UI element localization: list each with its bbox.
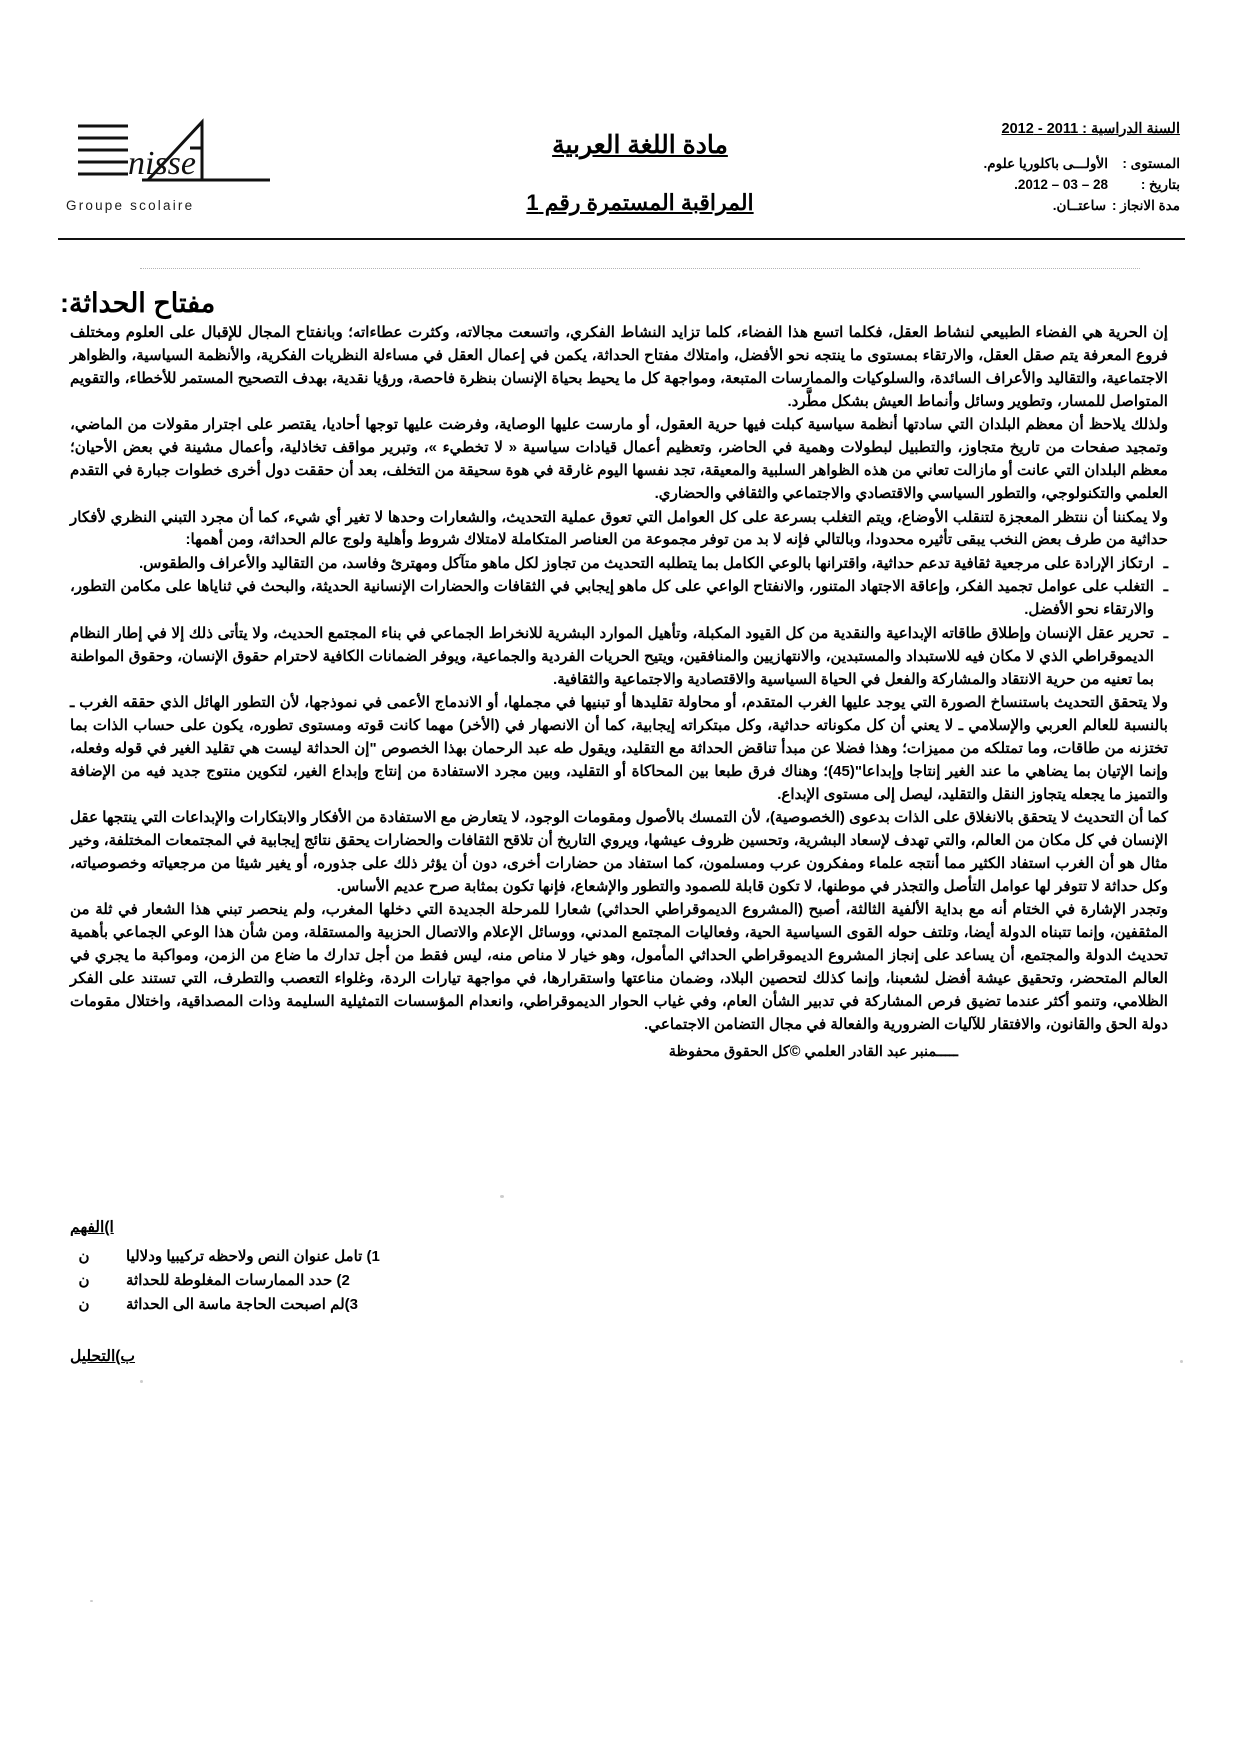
list-item — [70, 1295, 1168, 1313]
question-mark: ن — [78, 1248, 90, 1265]
paragraph: كما أن التحديث لا يتحقق بالانغلاق على الذات بدعوى (الخصوصية)، لأن التمسك بالأصول ومقومات الوجود، لا يتعارض مع الاستفادة من الأفكار والابتكارات والإبداعات التي ينتجها عقل الإنسان في كل مكان من العالم، والتي تهدف لإسعاد البشرية، وتحسين ظروف عيشها، ويروي التاريخ أن تلاقح الثقافات والحضارات يحقق نتائج إيجابية في المجتمعات المختلفة، وخير مثال هو أن الغرب استفاد الكثير مما أنتجه علماء ومفكرون عرب ومسلمون، كما استفاد من حضارات أخرى، دون أن يؤثر ذلك على جذوره، أو يغير شيئا من مرجعياته وخصوصياته، وكل حداثة لا تتوفر لها عوامل التأصل والتجذر في موطنها، لا تكون قابلة للصمود والتطور والإشعاع، فإنها تكون بمثابة صرح عديم الأساس. — [70, 809, 1168, 895]
section-a-heading: ا)الفهم — [70, 1219, 114, 1236]
list-item — [70, 1247, 1168, 1265]
question-text: 2) حدد الممارسات المغلوطة للحداثة — [126, 1272, 350, 1289]
level-label: المستوى : — [1122, 156, 1180, 172]
paragraph: ولذلك يلاحظ أن معظم البلدان التي سادتها أنظمة سياسية كبلت فيها حرية العقول، أو مارست عليها الوصاية، وفرضت عليها توجها أحاديا، يقتصر على اجترار مقولات من الماضي، وتمجيد صفحات من تاريخ متجاوز، والتطبيل لبطولات وهمية في الحاضر، وتعظيم أعمال قيادات سياسية « لا تخطيء »، وتبرير مواقف تخاذلية، وأعمال مشينة في بعض الأحيان؛ معظم البلدان التي عانت أو مازالت تعاني من هذه الظواهر السلبية والمعيقة، تجد نفسها اليوم غارقة في هوة سحيقة من التخلف، بعد أن حققت دول أخرى خطوات جبارة في التقدم العلمي والتكنولوجي، والتطور السياسي والاقتصادي والاجتماعي والثقافي والحضاري. — [70, 416, 1168, 503]
header-divider — [58, 238, 1185, 240]
scan-speck — [140, 1380, 143, 1383]
scan-speck — [90, 1600, 93, 1602]
date-value: 28 – 03 – 2012. — [1014, 177, 1108, 193]
exam-title: المراقبة المستمرة رقم 1 — [526, 190, 754, 215]
scan-speck — [1180, 1360, 1183, 1363]
page-header — [60, 118, 1180, 238]
paragraph: ولا يمكننا أن ننتظر المعجزة لتنقلب الأوضاع، ويتم التغلب بسرعة على كل العوامل التي تعوق عملية التحديث، والشعارات وحدها لا تغير أي شيء، كما أن مجرد التبني النظري لأفكار حداثية من طرف بعض النخب يبقى تأثيره محدودا، وبالتالي فإنه لا بد من توفر مجموعة من العناصر المتكاملة لامتلاك شروط وأهلية ولوج عالم الحداثة، ومن أهمها: — [70, 508, 1168, 549]
source-credit: ـــــمنبر عبد القادر العلمي ©كل الحقوق محفوظة — [668, 1044, 958, 1061]
bullet-item: ـ تحرير عقل الإنسان وإطلاق طاقاته الإبداعية والنقدية من كل القيود المكبلة، وتأهيل الموارد البشرية للانخراط الجماعي في بناء المجتمع الحديث، ولا يتأتى ذلك إلا في إطار النظام الديموقراطي الذي لا مكان فيه للاستبداد والمستبدين، والانتهازيين والمنافقين، ويتيح الحريات الفردية والجماعية، ويوفر الضمانات الكافية لاحترام حقوق الإنسان، وحقوق المواطنة بما تعنيه من حرية الانتقاد والمشاركة والفعل في الحياة السياسية والاقتصادية والاجتماعية والثقافية. — [70, 623, 1168, 692]
paragraph: ولا يتحقق التحديث باستنساخ الصورة التي يوجد عليها الغرب المتقدم، أو محاولة تقليدها أو تبنيها في مجملها، أو الاندماج الأعمى في نموذجها، لأن التطور الهائل الذي حققه الغرب ـ بالنسبة للعالم العربي والإسلامي ـ لا يعني أن كل مكوناته حداثية، وكل مبتكراته إيجابية، كما أن الانصهار في (الأخر) مهما كانت قوته ومستوى تطوره، يكون على حساب الذات بما تختزنه من طاقات، وما تمتلكه من مميزات؛ وهذا فضلا عن مبدأ تناقض الحداثة مع التقليد، ويقول طه عبد الرحمان بهذا الخصوص "إن الحداثة ليست هي تقليد الغير في قوله وفعله، وإنما الإتيان بما يضاهي ما عند الغير إنتاجا وإبداعا"(45)؛ وهناك فرق طبعا بين المحاكاة أو التقليد، وبين مجرد الاستفادة من إنتاج وإبداع الغير، لتكوين منتوج جديد فيه من الإضافة والتميز ما يجعله يتجاوز النقل والتقليد، ليصل إلى مستوى الإبداع. — [70, 694, 1168, 803]
page-title-text: مفتاح الحداثة: — [60, 288, 216, 318]
logo-subtitle: Groupe scolaire — [66, 198, 195, 213]
paragraph: وتجدر الإشارة في الختام أنه مع بداية الألفية الثالثة، أصبح (المشروع الديموقراطي الحداثي) شعارا للمرحلة الجديدة التي دخلها المغرب، ولم ينحصر تبني هذا الشعار في ثلة من المثقفين، وإنما تتبناه الدولة أيضا، وتلتف حوله القوى السياسية الحية، وفعاليات المجتمع المدني، ووسائل الإعلام والاتصال الحزبية والمستقلة، ومن شأن هذا الوعي الجماعي بأهمية تحديث الدولة والمجتمع، أن يساعد على إنجاز المشروع الديموقراطي الحداثي المأمول، وهو خيار لا مناص منه، ليس فقط من أجل تدارك ما ضاع من الزمن، ومواكبة ما يجري في العالم المتحضر، وتحقيق عيشة أفضل لشعبنا، وإنما كذلك لتحصين البلاد، وضمان مناعتها واستقرارها، في مواجهة تيارات الردة، وغلواء التعصب والتطرف، التي تستند على الفكر الظلامي، وتنمو أكثر عندما تضيق فرص المشاركة في تدبير الشأن العام، وفي غياب الحوار الديموقراطي، وانعدام المؤسسات التمثيلية السليمة وذات المصداقية، واختلال مقومات دولة الحق والقانون، والافتقار للآليات الضرورية والفعالة في مجال التضامن الاجتماعي. — [70, 901, 1168, 1034]
bullet-item: ـ ارتكاز الإرادة على مرجعية ثقافية تدعم حداثية، واقترانها بالوعي الكامل بما يتطلبه التحديث من تجاوز لكل ماهو متآكل ومهترئ وفاسد، من التقاليد والأعراف والطقوس. — [70, 553, 1168, 576]
section-b-heading: ب)التحليل — [70, 1348, 136, 1365]
logo-mark-icon — [70, 118, 280, 196]
scan-speck — [500, 1195, 504, 1198]
date-label: بتاريخ : — [1140, 177, 1180, 193]
document-body — [70, 322, 1168, 1063]
header-titles — [430, 130, 850, 216]
question-mark: ن — [78, 1272, 90, 1289]
header-dotted-divider — [140, 268, 1140, 269]
level-row — [880, 154, 1180, 175]
school-logo — [60, 118, 280, 223]
list-item — [70, 1271, 1168, 1289]
duration-label: مدة الانجاز : — [1112, 198, 1180, 214]
question-list — [70, 1247, 1168, 1313]
question-mark: ن — [78, 1296, 90, 1313]
school-year: السنة الدراسية : 2011 - 2012 — [1001, 121, 1180, 137]
duration-value: ساعتــان. — [1052, 198, 1107, 214]
questions-section — [70, 1218, 1168, 1366]
header-meta-block — [880, 118, 1180, 217]
subject-title: مادة اللغة العربية — [552, 131, 728, 159]
page-title — [60, 288, 1180, 319]
svg-text:nisse: nisse — [128, 145, 196, 182]
date-row — [880, 175, 1180, 196]
level-value: الأولـــى باكلوريا علوم. — [983, 156, 1108, 172]
duration-row — [880, 196, 1180, 217]
question-text: 1) تامل عنوان النص ولاحظه تركيبيا ودلاليا — [126, 1248, 380, 1265]
question-text: 3)لم اصبحت الحاجة ماسة الى الحداثة — [126, 1296, 359, 1313]
paragraph: إن الحرية هي الفضاء الطبيعي لنشاط العقل، فكلما اتسع هذا الفضاء، كلما تزايد النشاط الفكري، واتسعت مجالاته، وكثرت عطاءاته؛ وبانفتاح المجال للإقبال على العلوم ومختلف فروع المعرفة يتم صقل العقل، والارتقاء بمستوى ما ينتجه نحو الأفضل، وامتلاك مفتاح الحداثة، يكمن في إعمال العقل في مساءلة النظريات الفكرية، والأنظمة السياسية، والظواهر الاجتماعية، والتقاليد والأعراف السائدة، والسلوكيات والممارسات المتبعة، ومواجهة كل ما يحيط بحياة الإنسان بنظرة فاحصة، ورؤيا نقدية، بهدف التصحيح المستمر للأخطاء، والتقويم المتواصل للمسار، وتطوير وسائل وأنماط العيش بشكل مطَّرد. — [70, 324, 1168, 410]
bullet-item: ـ التغلب على عوامل تجميد الفكر، وإعاقة الاجتهاد المتنور، والانفتاح الواعي على كل ماهو إيجابي في الثقافات والحضارات الإنسانية الحديثة، والبحث في ثناياها على مكامن التطور، والارتقاء نحو الأفضل. — [70, 576, 1168, 622]
